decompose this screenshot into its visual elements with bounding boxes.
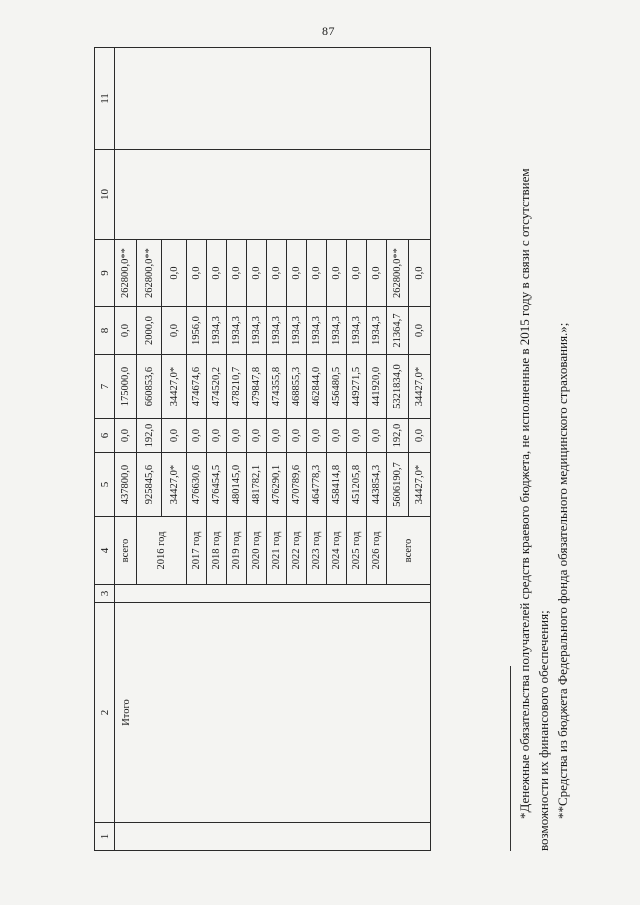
value-cell: 437800,0 bbox=[115, 453, 137, 517]
value-cell: 1934,3 bbox=[267, 307, 287, 355]
value-cell: 462844,0 bbox=[307, 355, 327, 419]
value-cell: 0,0 bbox=[367, 240, 387, 307]
value-cell: 0,0 bbox=[207, 240, 227, 307]
value-cell: 0,0 bbox=[162, 307, 187, 355]
empty-cell bbox=[115, 150, 431, 240]
value-cell: 34427,0* bbox=[162, 453, 187, 517]
footnote-unfunded-obligations-continued: возможности их финансового обеспечения; bbox=[536, 610, 551, 851]
column-number: 6 bbox=[95, 419, 115, 453]
value-cell: 458414,8 bbox=[327, 453, 347, 517]
value-cell: 0,0 bbox=[367, 419, 387, 453]
value-cell: 1934,3 bbox=[327, 307, 347, 355]
column-number: 8 bbox=[95, 307, 115, 355]
value-cell: 21364,7 bbox=[387, 307, 409, 355]
value-cell: 5321834,0 bbox=[387, 355, 409, 419]
value-cell: 0,0 bbox=[207, 419, 227, 453]
value-cell: 0,0 bbox=[162, 240, 187, 307]
value-cell: 0,0 bbox=[227, 240, 247, 307]
column-number: 2 bbox=[95, 603, 115, 823]
value-cell: 456480,5 bbox=[327, 355, 347, 419]
value-cell: 0,0 bbox=[162, 419, 187, 453]
value-cell: 262800,0** bbox=[387, 240, 409, 307]
value-cell: 443854,3 bbox=[367, 453, 387, 517]
value-cell: 474674,6 bbox=[187, 355, 207, 419]
value-cell: 0,0 bbox=[347, 240, 367, 307]
empty-cell bbox=[115, 585, 431, 603]
value-cell: 474355,8 bbox=[267, 355, 287, 419]
value-cell: 0,0 bbox=[187, 419, 207, 453]
period-cell: 2019 год bbox=[227, 517, 247, 585]
value-cell: 0,0 bbox=[115, 307, 137, 355]
footnote-ffoms-funds: **Средства из бюджета Федерального фонда обязательного медицинского страхования.»; bbox=[555, 322, 570, 819]
column-number: 7 bbox=[95, 355, 115, 419]
period-cell: 2023 год bbox=[307, 517, 327, 585]
value-cell: 0,0 bbox=[287, 419, 307, 453]
column-number: 4 bbox=[95, 517, 115, 585]
value-cell: 476290,1 bbox=[267, 453, 287, 517]
value-cell: 2000,0 bbox=[137, 307, 162, 355]
column-number: 1 bbox=[95, 823, 115, 851]
value-cell: 479847,8 bbox=[247, 355, 267, 419]
value-cell: 1956,0 bbox=[187, 307, 207, 355]
column-number: 10 bbox=[95, 150, 115, 240]
value-cell: 660853,6 bbox=[137, 355, 162, 419]
period-cell: 2024 год bbox=[327, 517, 347, 585]
value-cell: 34427,0* bbox=[409, 453, 431, 517]
value-cell: 262800,0** bbox=[115, 240, 137, 307]
value-cell: 0,0 bbox=[327, 419, 347, 453]
column-number: 9 bbox=[95, 240, 115, 307]
period-cell: 2022 год bbox=[287, 517, 307, 585]
value-cell: 449271,5 bbox=[347, 355, 367, 419]
budget-table bbox=[94, 47, 431, 851]
value-cell: 1934,3 bbox=[367, 307, 387, 355]
value-cell: 1934,3 bbox=[207, 307, 227, 355]
empty-cell bbox=[115, 823, 431, 851]
table-row bbox=[115, 48, 137, 851]
value-cell: 0,0 bbox=[327, 240, 347, 307]
period-cell: всего bbox=[387, 517, 431, 585]
value-cell: 192,0 bbox=[387, 419, 409, 453]
value-cell: 0,0 bbox=[307, 419, 327, 453]
footnotes bbox=[510, 31, 572, 851]
value-cell: 1934,3 bbox=[287, 307, 307, 355]
period-cell: 2020 год bbox=[247, 517, 267, 585]
value-cell: 470789,6 bbox=[287, 453, 307, 517]
value-cell: 0,0 bbox=[307, 240, 327, 307]
value-cell: 0,0 bbox=[247, 419, 267, 453]
value-cell: 0,0 bbox=[267, 240, 287, 307]
value-cell: 464778,3 bbox=[307, 453, 327, 517]
period-cell: 2017 год bbox=[187, 517, 207, 585]
period-cell: 2026 год bbox=[367, 517, 387, 585]
column-number: 11 bbox=[95, 48, 115, 150]
period-cell: 2018 год bbox=[207, 517, 227, 585]
value-cell: 476630,6 bbox=[187, 453, 207, 517]
value-cell: 1934,3 bbox=[347, 307, 367, 355]
value-cell: 0,0 bbox=[287, 240, 307, 307]
value-cell: 0,0 bbox=[267, 419, 287, 453]
value-cell: 5606190,7 bbox=[387, 453, 409, 517]
value-cell: 0,0 bbox=[409, 419, 431, 453]
value-cell: 451205,8 bbox=[347, 453, 367, 517]
value-cell: 468855,3 bbox=[287, 355, 307, 419]
value-cell: 1934,3 bbox=[227, 307, 247, 355]
value-cell: 0,0 bbox=[247, 240, 267, 307]
value-cell: 34427,0* bbox=[409, 355, 431, 419]
value-cell: 175000,0 bbox=[115, 355, 137, 419]
column-number-row bbox=[95, 48, 115, 851]
value-cell: 34427,0* bbox=[162, 355, 187, 419]
period-cell: 2025 год bbox=[347, 517, 367, 585]
empty-cell bbox=[115, 48, 431, 150]
value-cell: 481782,1 bbox=[247, 453, 267, 517]
value-cell: 0,0 bbox=[347, 419, 367, 453]
value-cell: 0,0 bbox=[227, 419, 247, 453]
value-cell: 441920,0 bbox=[367, 355, 387, 419]
row-label-itogo: Итого bbox=[115, 603, 431, 823]
period-cell: 2016 год bbox=[137, 517, 187, 585]
value-cell: 476454,5 bbox=[207, 453, 227, 517]
value-cell: 478210,7 bbox=[227, 355, 247, 419]
footnote-unfunded-obligations: *Денежные обязательства получателей средств краевого бюджета, не исполненные в 2015 году в связи с отсутствием bbox=[517, 168, 532, 819]
value-cell: 925845,6 bbox=[137, 453, 162, 517]
value-cell: 0,0 bbox=[115, 419, 137, 453]
value-cell: 0,0 bbox=[409, 307, 431, 355]
page-number: 87 bbox=[322, 24, 335, 38]
footnote-divider bbox=[510, 666, 511, 851]
value-cell: 480145,0 bbox=[227, 453, 247, 517]
period-cell: 2021 год bbox=[267, 517, 287, 585]
value-cell: 474520,2 bbox=[207, 355, 227, 419]
value-cell: 1934,3 bbox=[247, 307, 267, 355]
period-cell: всего bbox=[115, 517, 137, 585]
value-cell: 1934,3 bbox=[307, 307, 327, 355]
value-cell: 262800,0** bbox=[137, 240, 162, 307]
value-cell: 0,0 bbox=[187, 240, 207, 307]
value-cell: 192,0 bbox=[137, 419, 162, 453]
column-number: 3 bbox=[95, 585, 115, 603]
column-number: 5 bbox=[95, 453, 115, 517]
value-cell: 0,0 bbox=[409, 240, 431, 307]
